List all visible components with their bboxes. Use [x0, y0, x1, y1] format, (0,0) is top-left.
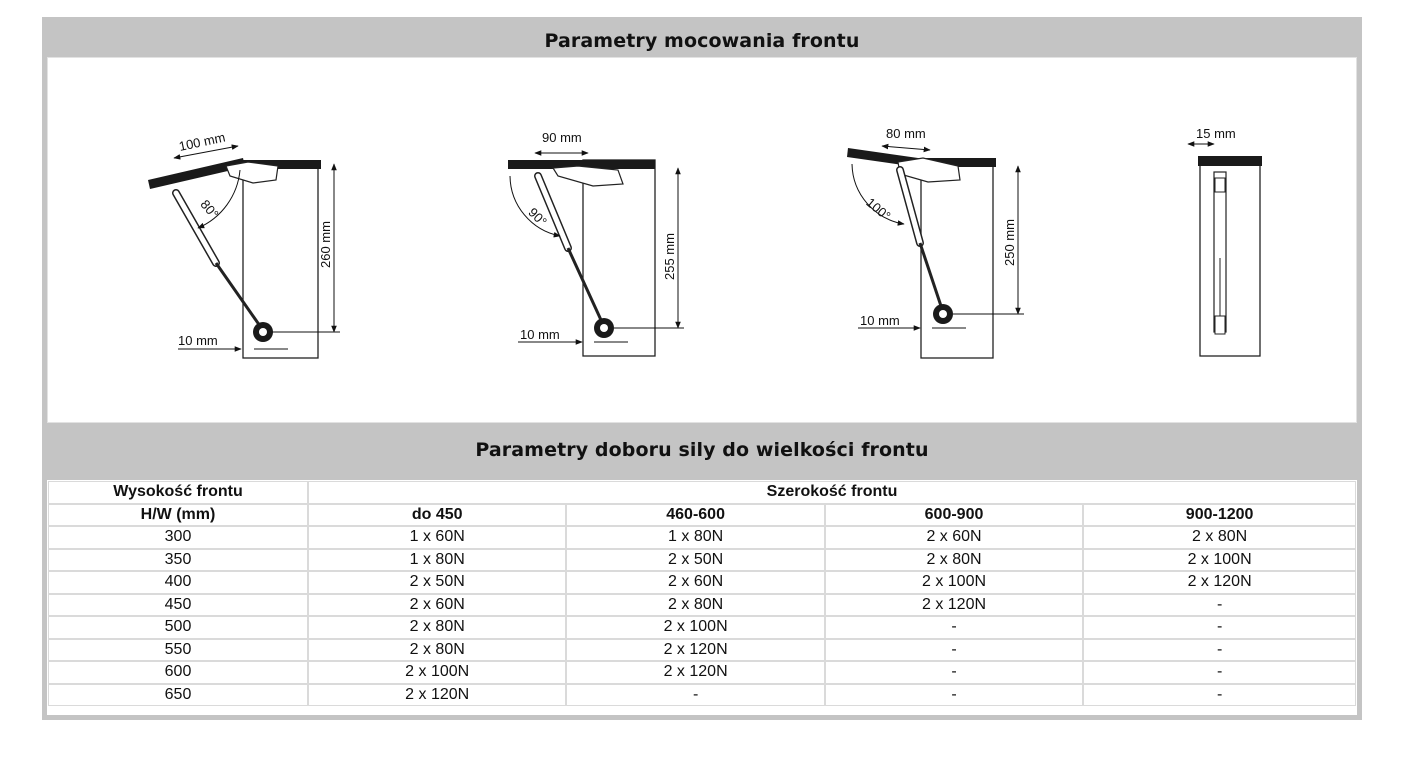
force-cell: 2 x 120N	[567, 662, 823, 683]
force-cell: 2 x 100N	[309, 662, 565, 683]
height-cell: 500	[49, 617, 307, 638]
cabinet-side	[921, 162, 993, 358]
table-subheader-row	[49, 505, 1355, 526]
height-cell: 350	[49, 550, 307, 571]
column-header: do 450	[309, 505, 565, 526]
force-cell: 2 x 100N	[1084, 550, 1355, 571]
column-header: 600-900	[826, 505, 1082, 526]
table-row	[49, 617, 1355, 638]
offset-dim-label: 10 mm	[520, 327, 560, 342]
force-cell: 2 x 80N	[567, 595, 823, 616]
table-header-row	[49, 482, 1355, 503]
table-row	[49, 572, 1355, 593]
force-cell: 2 x 120N	[826, 595, 1082, 616]
height-header: Wysokość frontu	[49, 482, 307, 503]
height-dim-label: 255 mm	[662, 233, 677, 280]
mount-diagram-side	[1188, 126, 1262, 356]
force-cell: 2 x 80N	[826, 550, 1082, 571]
force-cell: 2 x 60N	[567, 572, 823, 593]
mount-diagram-80	[148, 129, 340, 358]
cabinet-side	[1200, 162, 1260, 356]
table-row	[49, 527, 1355, 548]
force-cell: 1 x 60N	[309, 527, 565, 548]
top-dim-label: 15 mm	[1196, 126, 1236, 141]
height-cell: 450	[49, 595, 307, 616]
mount-section-title: Parametry mocowania frontu	[544, 30, 860, 52]
cabinet-side	[583, 160, 655, 356]
height-cell: 650	[49, 685, 307, 706]
width-group-header: Szerokość frontu	[309, 482, 1355, 503]
force-cell: 2 x 80N	[309, 617, 565, 638]
force-cell: -	[1084, 617, 1355, 638]
table-row	[49, 640, 1355, 661]
force-cell: 2 x 120N	[309, 685, 565, 706]
mount-diagrams-panel	[47, 57, 1357, 423]
force-cell: 2 x 50N	[309, 572, 565, 593]
height-unit-header: H/W (mm)	[49, 505, 307, 526]
force-cell: 2 x 120N	[1084, 572, 1355, 593]
force-cell: 1 x 80N	[567, 527, 823, 548]
force-cell: -	[826, 617, 1082, 638]
offset-dim-label: 10 mm	[860, 313, 900, 328]
table-row	[49, 662, 1355, 683]
column-header: 460-600	[567, 505, 823, 526]
force-cell: 2 x 100N	[826, 572, 1082, 593]
force-table-wrap	[47, 480, 1357, 715]
force-cell: 2 x 80N	[309, 640, 565, 661]
offset-dim-label: 10 mm	[178, 333, 218, 348]
force-cell: 2 x 60N	[826, 527, 1082, 548]
hinge	[553, 166, 623, 186]
angle-label: 90°	[525, 204, 550, 230]
top-dim-label: 90 mm	[542, 130, 582, 145]
mount-diagram-90	[508, 130, 684, 356]
height-cell: 300	[49, 527, 307, 548]
force-cell: -	[1084, 640, 1355, 661]
height-cell: 550	[49, 640, 307, 661]
cabinet-top	[1198, 156, 1262, 166]
force-cell: -	[826, 662, 1082, 683]
force-cell: 2 x 80N	[1084, 527, 1355, 548]
top-dim-label: 100 mm	[177, 129, 227, 154]
table-row	[49, 685, 1355, 706]
force-cell: 1 x 80N	[309, 550, 565, 571]
angle-label: 80°	[197, 196, 222, 222]
hinge	[226, 162, 278, 183]
force-cell: -	[1084, 662, 1355, 683]
table-row	[49, 550, 1355, 571]
height-cell: 400	[49, 572, 307, 593]
force-cell: -	[567, 685, 823, 706]
height-dim-label: 260 mm	[318, 221, 333, 268]
force-cell: 2 x 120N	[567, 640, 823, 661]
document-frame	[42, 17, 1362, 720]
height-cell: 600	[49, 662, 307, 683]
angle-label: 100°	[863, 194, 894, 224]
column-header: 900-1200	[1084, 505, 1355, 526]
force-cell: -	[1084, 685, 1355, 706]
force-cell: 2 x 50N	[567, 550, 823, 571]
force-table	[47, 480, 1357, 707]
force-cell: -	[826, 640, 1082, 661]
mount-diagram-100	[847, 126, 1024, 358]
height-dim-label: 250 mm	[1002, 219, 1017, 266]
force-cell: 2 x 100N	[567, 617, 823, 638]
force-cell: -	[826, 685, 1082, 706]
top-dim-label: 80 mm	[886, 126, 926, 141]
force-section-title: Parametry doboru sily do wielkości frontu	[475, 439, 929, 461]
force-cell: 2 x 60N	[309, 595, 565, 616]
force-cell: -	[1084, 595, 1355, 616]
table-row	[49, 595, 1355, 616]
